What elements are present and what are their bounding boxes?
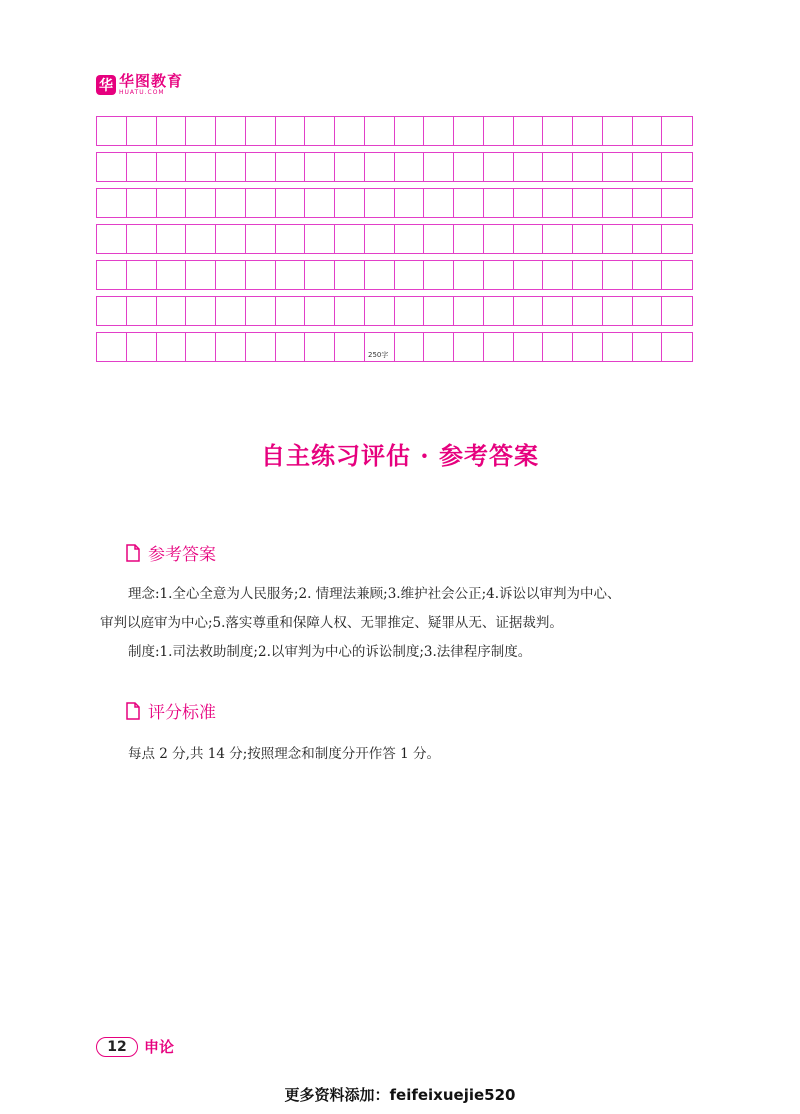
grid-cell	[395, 225, 425, 253]
grid-cell	[365, 297, 395, 325]
grid-cell	[484, 117, 514, 145]
grid-cell	[305, 117, 335, 145]
grid-cell	[186, 333, 216, 361]
grid-cell	[97, 333, 127, 361]
answer-grid	[96, 116, 693, 368]
grid-cell	[543, 333, 573, 361]
grid-cell	[246, 261, 276, 289]
grid-cell	[454, 225, 484, 253]
grid-cell	[395, 261, 425, 289]
grid-cell	[662, 117, 692, 145]
answer-line: 理念:1.全心全意为人民服务;2. 情理法兼顾;3.维护社会公正;4.诉讼以审判为中心、	[128, 586, 621, 602]
grid-cell	[305, 189, 335, 217]
grid-cell	[514, 225, 544, 253]
answer-line: 制度:1.司法救助制度;2.以审判为中心的诉讼制度;3.法律程序制度。	[128, 644, 532, 660]
grid-row	[96, 260, 693, 290]
grid-cell	[603, 153, 633, 181]
grid-cell	[365, 225, 395, 253]
grid-cell	[603, 117, 633, 145]
logo-text	[119, 74, 183, 96]
grid-cell	[514, 333, 544, 361]
grid-cell	[633, 189, 663, 217]
grid-row	[96, 116, 693, 146]
grid-cell	[335, 225, 365, 253]
grid-cell	[633, 261, 663, 289]
grid-cell	[514, 189, 544, 217]
grid-cell	[395, 153, 425, 181]
grid-cell	[157, 225, 187, 253]
grid-cell	[157, 189, 187, 217]
reference-answer-body	[100, 580, 703, 667]
grid-cell	[633, 333, 663, 361]
scoring-label: 评分标准	[148, 703, 216, 723]
answer-line: 审判以庭审为中心;5.落实尊重和保障人权、无罪推定、疑罪从无、证据裁判。	[100, 615, 563, 631]
grid-cell	[603, 261, 633, 289]
grid-cell	[246, 117, 276, 145]
grid-cell	[543, 297, 573, 325]
grid-cell	[454, 153, 484, 181]
grid-cell	[186, 297, 216, 325]
grid-cell	[514, 261, 544, 289]
grid-cell	[305, 225, 335, 253]
grid-cell	[335, 153, 365, 181]
grid-cell	[365, 189, 395, 217]
section-name: 申论	[144, 1038, 175, 1056]
grid-cell	[276, 153, 306, 181]
grid-cell	[573, 189, 603, 217]
grid-cell	[97, 297, 127, 325]
grid-cell	[424, 261, 454, 289]
logo-cn: 华图教育	[119, 72, 184, 90]
reference-answer-heading	[126, 540, 216, 565]
grid-cell	[276, 117, 306, 145]
grid-cell	[365, 261, 395, 289]
grid-cell	[514, 153, 544, 181]
grid-cell	[543, 225, 573, 253]
grid-cell	[276, 297, 306, 325]
grid-cell	[454, 333, 484, 361]
grid-cell	[484, 297, 514, 325]
grid-cell	[127, 225, 157, 253]
grid-cell	[335, 189, 365, 217]
grid-cell	[127, 117, 157, 145]
grid-cell	[216, 225, 246, 253]
grid-cell	[424, 297, 454, 325]
grid-cell	[484, 189, 514, 217]
page-number: 12	[96, 1037, 138, 1057]
grid-cell	[573, 117, 603, 145]
grid-cell	[603, 225, 633, 253]
grid-cell	[543, 189, 573, 217]
grid-cell	[603, 333, 633, 361]
grid-cell	[186, 225, 216, 253]
grid-cell	[424, 153, 454, 181]
grid-cell	[395, 297, 425, 325]
grid-cell	[633, 153, 663, 181]
grid-cell	[157, 297, 187, 325]
grid-cell	[97, 153, 127, 181]
grid-cell	[216, 117, 246, 145]
grid-cell	[246, 225, 276, 253]
grid-cell	[662, 261, 692, 289]
grid-cell	[97, 261, 127, 289]
grid-cell	[216, 189, 246, 217]
grid-cell	[127, 297, 157, 325]
grid-cell	[365, 117, 395, 145]
grid-cell	[157, 153, 187, 181]
grid-cell	[543, 117, 573, 145]
grid-cell	[662, 153, 692, 181]
grid-cell	[246, 297, 276, 325]
grid-cell	[276, 333, 306, 361]
grid-cell	[305, 153, 335, 181]
huatu-logo	[96, 74, 183, 96]
grid-cell	[633, 297, 663, 325]
grid-cell	[186, 153, 216, 181]
grid-cell	[216, 153, 246, 181]
grid-cell	[335, 261, 365, 289]
grid-cell	[662, 297, 692, 325]
grid-cell	[305, 261, 335, 289]
grid-cell	[484, 225, 514, 253]
grid-cell	[633, 225, 663, 253]
grid-cell	[335, 333, 365, 361]
page-footer	[96, 1036, 174, 1057]
scoring-line: 每点 2 分,共 14 分;按照理念和制度分开作答 1 分。	[128, 746, 440, 762]
grid-cell	[573, 297, 603, 325]
grid-cell	[424, 333, 454, 361]
grid-cell	[454, 189, 484, 217]
grid-cell	[573, 153, 603, 181]
grid-cell	[603, 297, 633, 325]
grid-cell	[246, 189, 276, 217]
grid-cell	[127, 153, 157, 181]
scoring-body	[128, 740, 703, 769]
grid-cell	[662, 333, 692, 361]
grid-cell	[424, 225, 454, 253]
grid-cell	[216, 261, 246, 289]
grid-cell	[514, 117, 544, 145]
grid-cell	[454, 117, 484, 145]
document-icon	[126, 702, 140, 720]
grid-cell	[365, 153, 395, 181]
grid-cell	[573, 261, 603, 289]
grid-cell	[573, 225, 603, 253]
grid-cell	[97, 189, 127, 217]
logo-en: HUATU.COM	[119, 89, 165, 96]
grid-cell	[305, 333, 335, 361]
grid-cell	[216, 333, 246, 361]
grid-cell	[424, 117, 454, 145]
scoring-heading	[126, 698, 216, 723]
grid-cell	[603, 189, 633, 217]
grid-cell	[484, 261, 514, 289]
grid-cell	[97, 117, 127, 145]
grid-cell	[424, 189, 454, 217]
grid-cell	[395, 333, 425, 361]
grid-cell	[395, 117, 425, 145]
grid-cell	[662, 189, 692, 217]
grid-cell	[276, 261, 306, 289]
grid-cell	[633, 117, 663, 145]
grid-cell	[97, 225, 127, 253]
grid-cell	[127, 189, 157, 217]
grid-cell	[305, 297, 335, 325]
grid-cell	[246, 333, 276, 361]
grid-cell	[157, 333, 187, 361]
grid-cell	[276, 225, 306, 253]
char-count-label: 250字	[368, 351, 389, 359]
grid-cell	[186, 189, 216, 217]
grid-cell	[573, 333, 603, 361]
grid-row	[96, 332, 693, 362]
page-title: 自主练习评估 · 参考答案	[260, 441, 540, 470]
grid-cell	[662, 225, 692, 253]
grid-cell	[543, 153, 573, 181]
grid-cell	[484, 333, 514, 361]
grid-cell	[157, 117, 187, 145]
grid-cell	[246, 153, 276, 181]
grid-cell	[127, 261, 157, 289]
bottom-note: 更多资料添加：feifeixuejie520	[284, 1086, 516, 1104]
reference-answer-label: 参考答案	[148, 545, 216, 565]
document-icon	[126, 544, 140, 562]
grid-cell	[335, 117, 365, 145]
grid-row	[96, 152, 693, 182]
grid-cell	[276, 189, 306, 217]
grid-cell	[186, 117, 216, 145]
grid-cell	[395, 189, 425, 217]
grid-cell	[484, 153, 514, 181]
grid-cell	[186, 261, 216, 289]
logo-mark-icon: 华	[96, 75, 116, 95]
grid-cell	[157, 261, 187, 289]
grid-cell	[543, 261, 573, 289]
grid-row	[96, 224, 693, 254]
grid-row	[96, 188, 693, 218]
grid-cell	[454, 297, 484, 325]
grid-row	[96, 296, 693, 326]
grid-cell	[335, 297, 365, 325]
grid-cell	[216, 297, 246, 325]
grid-cell	[514, 297, 544, 325]
grid-cell	[454, 261, 484, 289]
grid-cell	[127, 333, 157, 361]
